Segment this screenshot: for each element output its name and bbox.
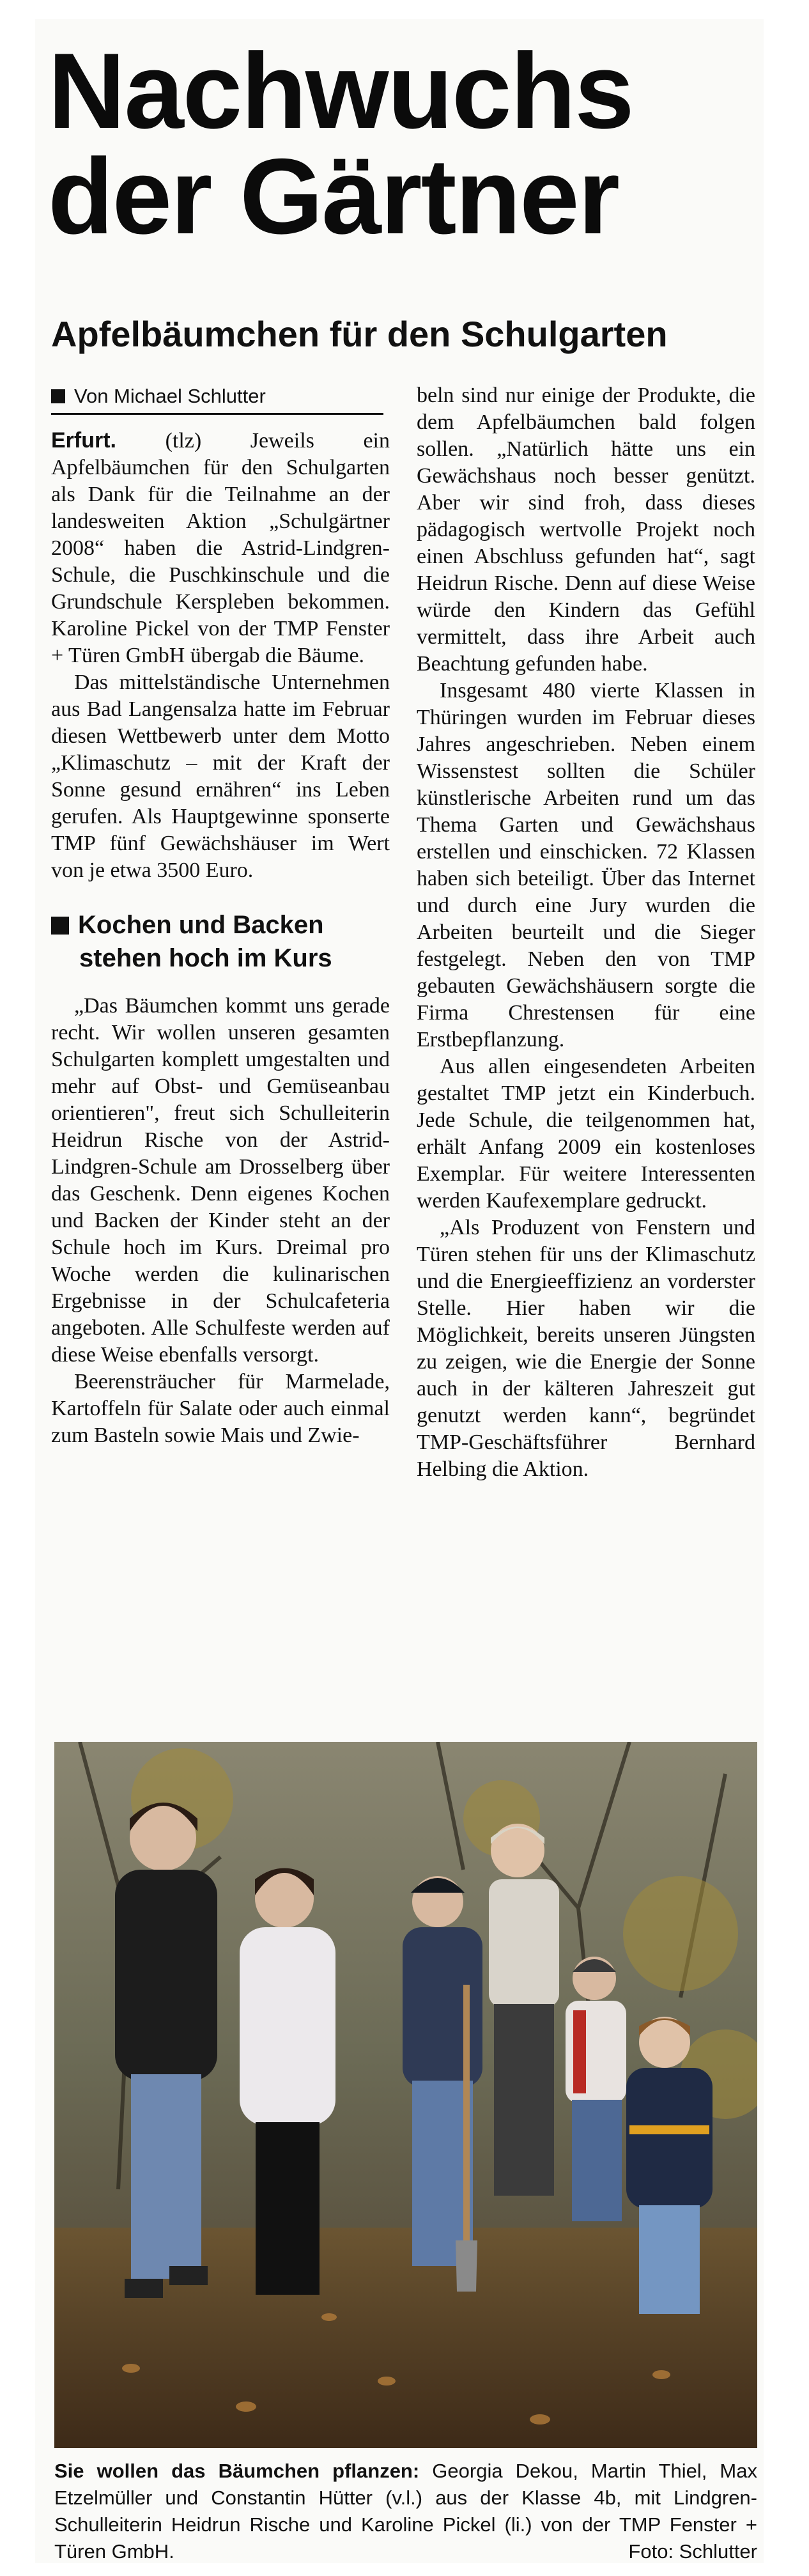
paragraph-1-text: (tlz) Jeweils ein Apfelbäumchen für den Schulgarten als Dank für die Teilnahme an der landesweiten Aktion „Schulgärtner 2008“ haben die Astrid-Lindgren-Schule, die Puschkinschule und die Grundschule Kerspleben bekommen. Karoline Pickel von der TMP Fenster + Türen GmbH übergab die Bäume. xyxy=(51,429,390,667)
interheadline xyxy=(51,908,390,975)
interheadline-line-1: Kochen und Backen xyxy=(78,911,324,939)
caption-lead: Sie wollen das Bäumchen pflanzen: xyxy=(54,2460,420,2482)
photo-credit: Foto: Schlutter xyxy=(628,2540,757,2563)
interheadline-square-icon xyxy=(51,917,69,935)
paragraph-7: „Als Produzent von Fenstern und Türen stehen für uns der Klimaschutz und die Energieeffizienz an vorderster Stelle. Hier haben wir die Möglichkeit, bereits unseren Jüngsten zu zeigen, wie die Energie der Sonne auch in der kälteren Jahreszeit gut genutzt werden kann“, begründet TMP-Geschäftsführer Bernhard Helbing die Aktion. xyxy=(417,1216,755,1481)
paragraph-4-start: Beerensträucher für Marmelade, Kartoffeln für Salate oder auch einmal zum Basteln sowie Mais und Zwie- xyxy=(51,1370,390,1447)
group-photo xyxy=(54,1742,757,2448)
byline-text: Von Michael Schlutter xyxy=(74,385,266,407)
headline-line-2: der Gärtner xyxy=(48,136,619,256)
paragraph-2: Das mittelständische Unternehmen aus Bad Langensalza hatte im Februar diesen Wettbewerb unter dem Motto „Klimaschutz – mit der Kraft der Sonne gesund ernähren“ ins Leben gerufen. Als Hauptgewinne sponserte TMP fünf Gewächshäuser im Wert von je etwa 3500 Euro. xyxy=(51,671,390,882)
photo-caption xyxy=(54,2458,757,2565)
paragraph-1 xyxy=(51,427,390,669)
byline xyxy=(51,385,383,415)
paragraph-4-continued: beln sind nur einige der Produkte, die dem Apfelbäumchen bald folgen sollen. „Natürlich hätte uns ein Gewächshaus noch besser genützt. Aber wir sind froh, dass dieses pädagogisch wertvolle Projekt noch einen Abschluss gefunden hat“, sagt Heidrun Rische. Denn auf diese Weise würde den Kindern das Gefühl vermittelt, dass ihre Arbeit auch Beachtung gefunden habe. xyxy=(417,384,755,676)
byline-square-icon xyxy=(51,389,65,403)
interheadline-line-2: stehen hoch im Kurs xyxy=(79,944,332,972)
paragraph-5: Insgesamt 480 vierte Klassen in Thüringen wurden im Februar dieses Jahres angeschrieben. Neben einem Wissenstest sollten die Schüler künstlerische Arbeiten rund um das Thema Garten und Gewächshaus erstellen und einschicken. 72 Klassen haben sich beteiligt. Über das Internet und durch eine Jury wurden die Arbeiten beurteilt und die Sieger festgelegt. Neben den von TMP gebauten Gewächshäusern sorgte die Firma Chrestensen für eine Erstbepflanzung. xyxy=(417,679,755,1051)
article-column-2 xyxy=(417,382,755,1483)
article-column-1 xyxy=(51,427,390,1449)
caption-text: Georgia Dekou, Martin Thiel, Max Etzelmüller und Constantin Hütter (v.l.) aus der Klasse 4b, mit Lindgren-Schulleiterin Heidrun Rische und Karoline Pickel (li.) von der TMP Fenster + Türen GmbH. xyxy=(54,2460,757,2563)
headline-line-1: Nachwuchs xyxy=(48,31,633,151)
paragraph-6: Aus allen eingesendeten Arbeiten gestaltet TMP jetzt ein Kinderbuch. Jede Schule, die teilgenommen hat, erhält Anfang 2009 ein kostenloses Exemplar. Für weitere Interessenten werden Kaufexemplare gedruckt. xyxy=(417,1055,755,1213)
headline xyxy=(48,31,751,256)
paragraph-3: „Das Bäumchen kommt uns gerade recht. Wir wollen unseren gesamten Schulgarten komplett umgestalten und mehr auf Obst- und Gemüseanbau orientieren", freut sich Schulleiterin Heidrun Rische von der Astrid-Lindgren-Schule am Drosselberg über das Geschenk. Denn eigenes Kochen und Backen der Kinder steht an der Schule hoch im Kurs. Dreimal pro Woche werden die kulinarischen Ergebnisse in der Schulcafeteria angeboten. Alle Schulfeste werden auf diese Weise ebenfalls versorgt. xyxy=(51,994,390,1367)
dateline: Erfurt. xyxy=(51,428,116,453)
person-martin-thiel xyxy=(403,1876,482,2292)
subheadline: Apfelbäumchen für den Schulgarten xyxy=(51,314,668,354)
photo-illustration xyxy=(54,1742,757,2448)
